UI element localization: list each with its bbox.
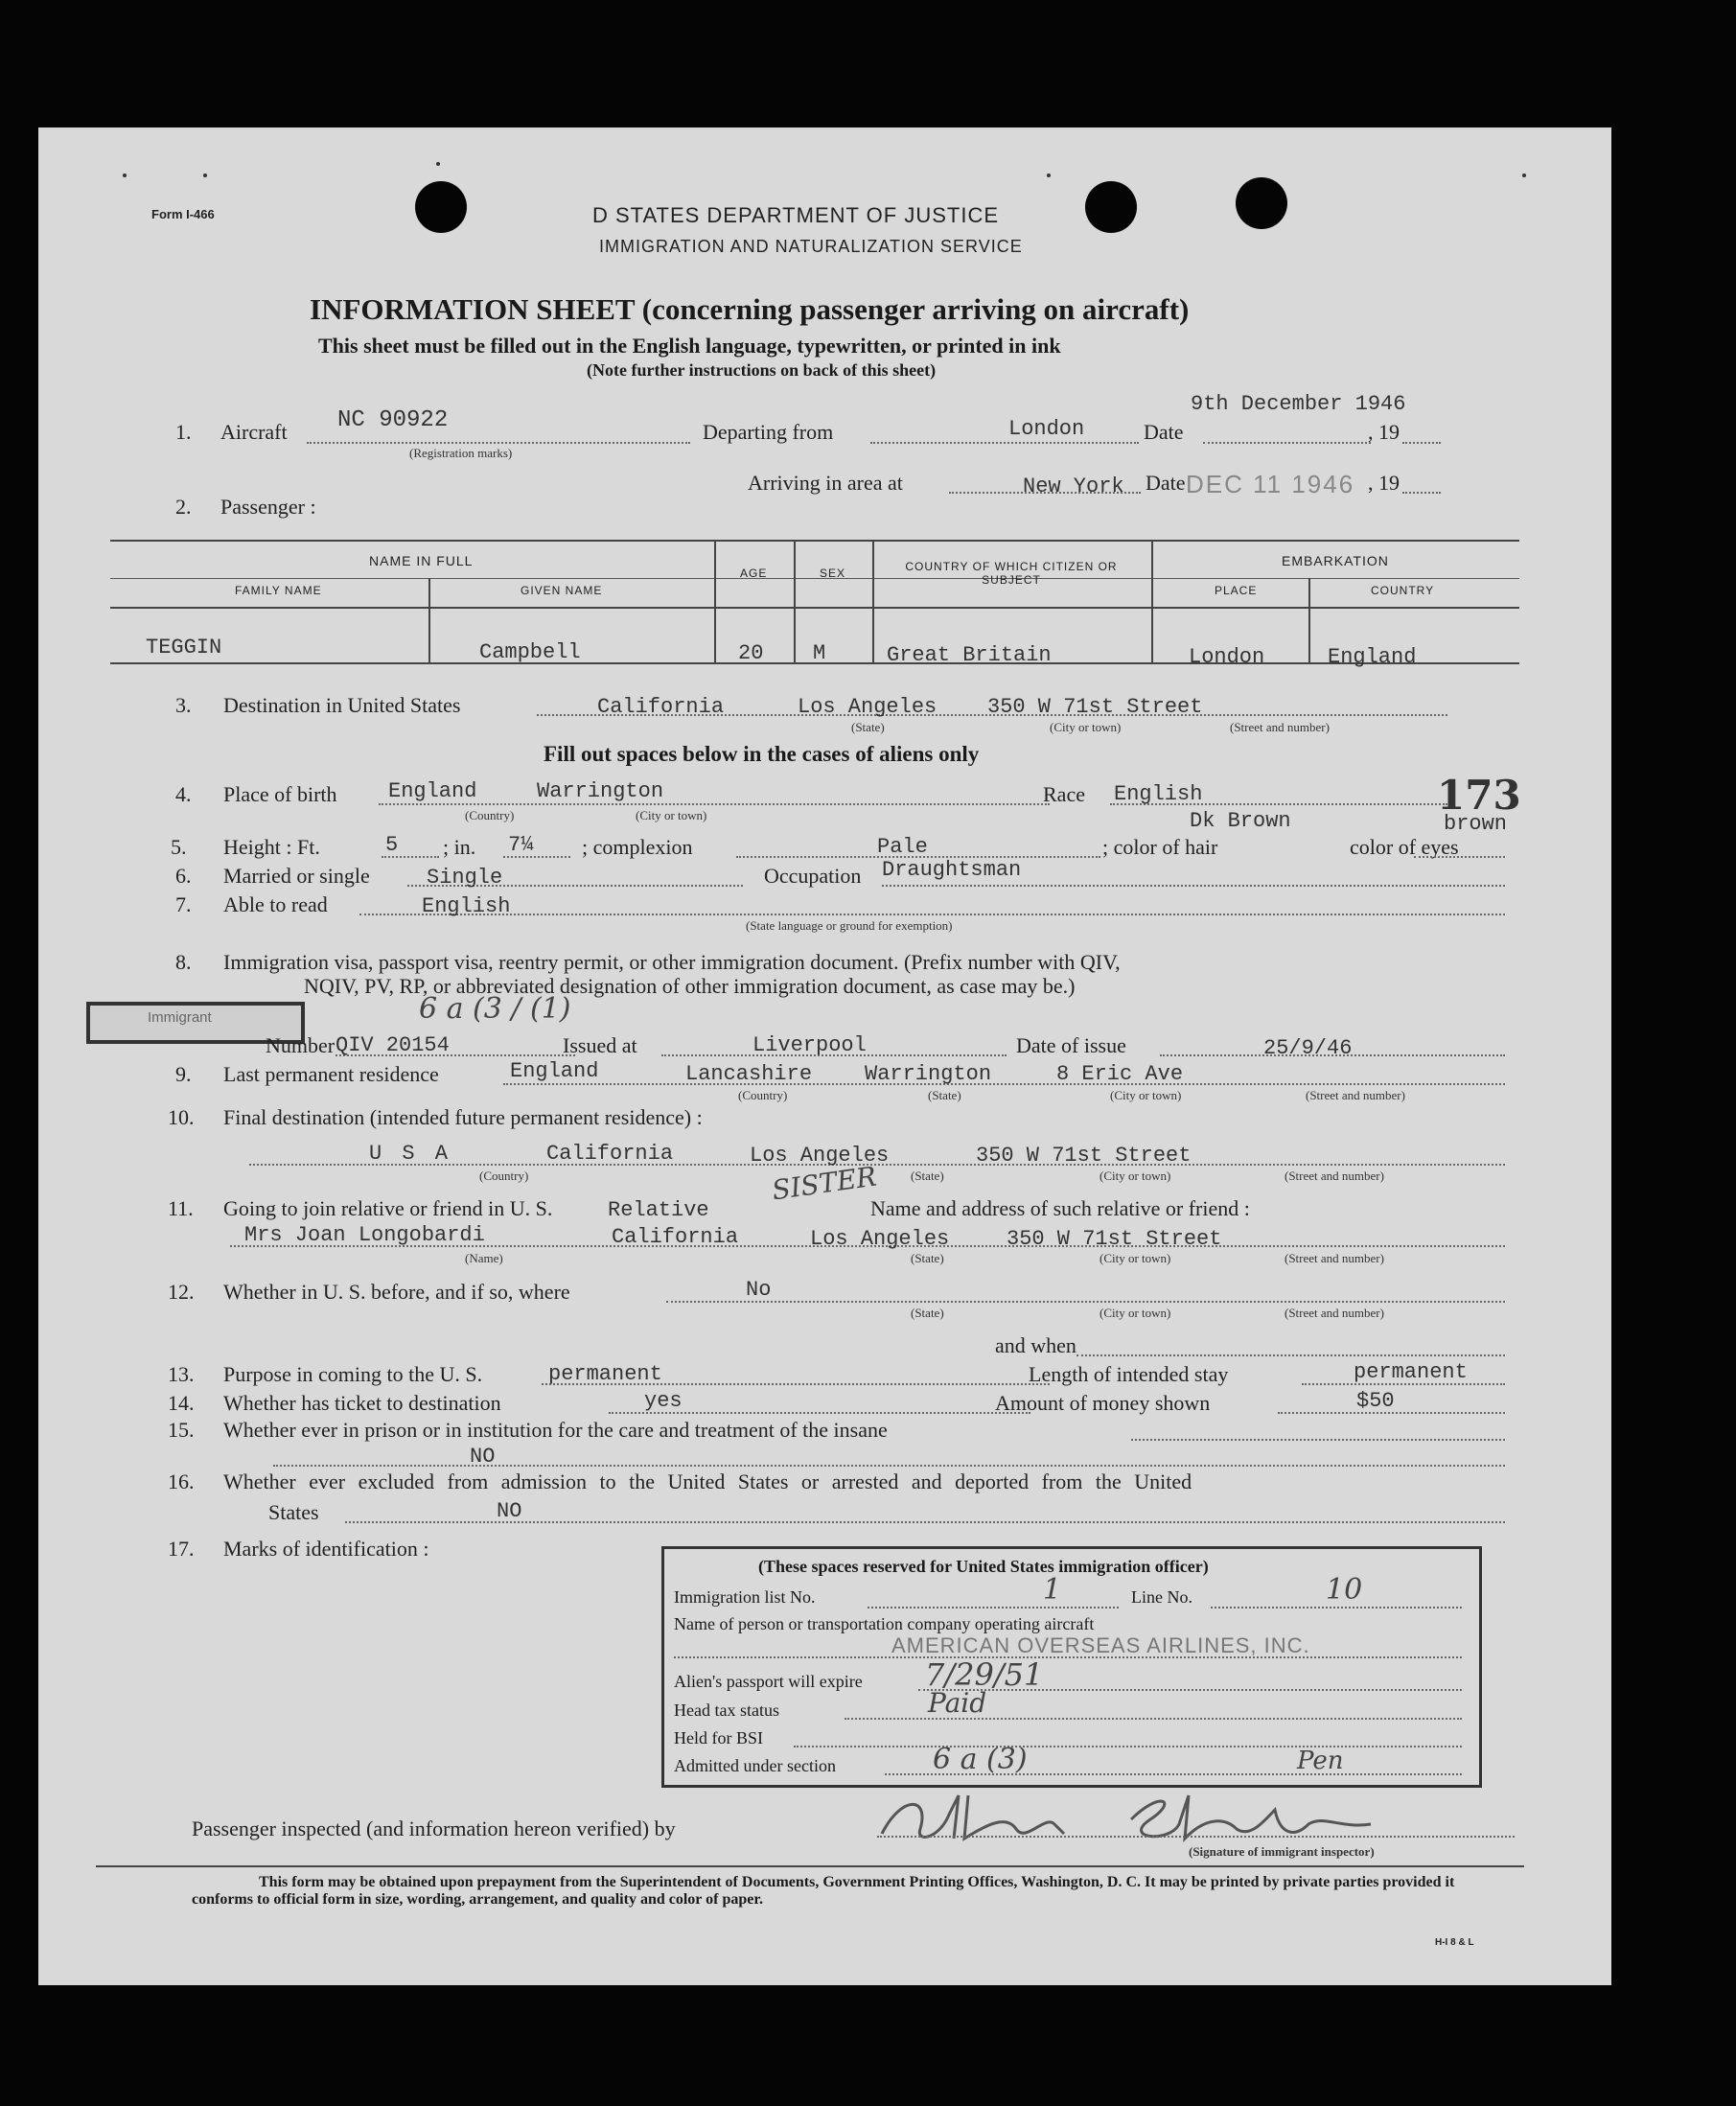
money-value: $50: [1356, 1389, 1395, 1413]
final-street-value: 350 W 71st Street: [976, 1144, 1192, 1168]
visa-handwriting: 6 a (3 / (1): [419, 992, 571, 1026]
speck: [203, 174, 207, 177]
arrival-date-stamp: DEC 11 1946: [1186, 470, 1355, 498]
ticket-label: Whether has ticket to destination: [223, 1391, 501, 1415]
punch-hole: [1236, 177, 1287, 229]
state-caption: (State): [928, 1088, 961, 1102]
embarkation-place-value: London: [1189, 645, 1265, 669]
final-state-value: California: [546, 1142, 674, 1166]
citizenship-value: Great Britain: [887, 643, 1052, 667]
speck: [1522, 174, 1526, 177]
aliens-only-heading: Fill out spaces below in the cases of aliens only: [544, 742, 980, 766]
final-city-value: Los Angeles: [750, 1144, 890, 1168]
footer-note: This form may be obtained upon prepayment from the Superintendent of Documents, Government Printing Offices, Washington, D. C. It may be printed by private parties provided it conforms to official form in size, wording, arrangement, and quality and color of paper.: [192, 1874, 1455, 1908]
state-caption: (State): [911, 1169, 944, 1183]
handwritten-173: 173: [1437, 772, 1521, 819]
country-caption: (Country): [479, 1169, 529, 1183]
length-of-stay-value: permanent: [1354, 1360, 1468, 1384]
item-number: 12.: [168, 1280, 195, 1304]
complexion-value: Pale: [877, 835, 928, 859]
arriving-value: New York: [1023, 474, 1124, 498]
city-caption: (City or town): [1099, 1306, 1171, 1320]
read-label: Able to read: [223, 892, 328, 916]
head-tax-value: Paid: [928, 1687, 987, 1719]
head-tax-label: Head tax status: [674, 1701, 779, 1720]
family-name-value: TEGGIN: [146, 636, 222, 660]
birth-city-value: Warrington: [537, 779, 664, 803]
speck: [123, 174, 127, 177]
line-number-value: 10: [1326, 1573, 1363, 1607]
arrival-date-label: Date: [1146, 471, 1186, 495]
eyes-label: color of eyes: [1350, 835, 1459, 859]
hair-label: ; color of hair: [1102, 835, 1218, 859]
departing-value: London: [1008, 417, 1085, 441]
service-heading: IMMIGRATION AND NATURALIZATION SERVICE: [599, 237, 1023, 256]
visa-instruction-line1: Immigration visa, passport visa, reentry permit, or other immigration document. (Prefix number with QIV,: [223, 950, 1121, 974]
number-label: Number: [266, 1033, 336, 1057]
language-caption: (State language or ground for exemption): [746, 918, 953, 933]
departing-label: Departing from: [703, 420, 834, 444]
ticket-value: yes: [644, 1389, 683, 1413]
occupation-label: Occupation: [764, 864, 862, 888]
country-caption: (Country): [738, 1088, 788, 1102]
item-number: 1.: [175, 420, 192, 444]
purpose-value: permanent: [548, 1362, 662, 1386]
hair-color-value: Dk Brown: [1190, 809, 1291, 833]
embarkation-country-value: England: [1328, 645, 1417, 669]
department-heading: D STATES DEPARTMENT OF JUSTICE: [592, 203, 1000, 227]
money-label: Amount of money shown: [995, 1391, 1211, 1415]
street-caption: (Street and number): [1306, 1088, 1405, 1102]
speck: [1047, 174, 1051, 177]
item-number: 16.: [168, 1470, 195, 1493]
read-language-value: English: [422, 894, 511, 918]
height-feet-value: 5: [385, 833, 399, 857]
officer-reserved-box: [661, 1546, 1482, 1788]
prison-value: NO: [470, 1445, 496, 1469]
given-name-value: Campbell: [479, 640, 581, 664]
final-country-value: U S A: [369, 1142, 452, 1166]
name-in-full-header: NAME IN FULL: [369, 553, 474, 568]
information-sheet: [38, 127, 1611, 1985]
speck: [436, 162, 440, 166]
embarkation-header: EMBARKATION: [1282, 553, 1389, 568]
citizenship-header: COUNTRY OF WHICH CITIZEN OR SUBJECT: [905, 560, 1118, 587]
prison-label: Whether ever in prison or in institution for the care and treatment of the insane: [223, 1418, 888, 1442]
city-caption: (City or town): [1050, 720, 1122, 734]
in-us-before-value: No: [746, 1278, 772, 1302]
marital-value: Single: [427, 866, 503, 890]
excluded-label-line1: Whether ever excluded from admission to the United States or arrested and deported from the United: [223, 1470, 1192, 1493]
destination-label: Destination in United States: [223, 693, 461, 717]
given-name-header: GIVEN NAME: [521, 584, 603, 597]
immigration-list-value: 1: [1043, 1573, 1062, 1607]
line-number-label: Line No.: [1131, 1587, 1192, 1607]
height-label: Height : Ft.: [223, 835, 320, 859]
inspected-by-label: Passenger inspected (and information hereon verified) by: [192, 1817, 676, 1840]
punch-hole: [415, 181, 467, 233]
departure-date-value: 9th December 1946: [1191, 392, 1406, 416]
join-relative-label: Going to join relative or friend in U. S.: [223, 1196, 553, 1220]
handwritten-sister: SISTER: [770, 1160, 879, 1207]
issued-at-value: Liverpool: [752, 1033, 867, 1057]
relative-value: Relative: [608, 1198, 709, 1222]
city-caption: (City or town): [1099, 1169, 1171, 1183]
state-caption: (State): [911, 1306, 944, 1320]
page-note: (Note further instructions on back of this sheet): [587, 360, 937, 380]
age-header: AGE: [740, 567, 768, 580]
passport-expire-label: Alien's passport will expire: [674, 1672, 863, 1691]
immigration-list-label: Immigration list No.: [674, 1587, 816, 1607]
item-number: 3.: [175, 693, 192, 717]
page-title: INFORMATION SHEET (concerning passenger arriving on aircraft): [310, 292, 1190, 326]
state-caption: (State): [911, 1251, 944, 1265]
country-header: COUNTRY: [1371, 584, 1435, 597]
registration-caption: (Registration marks): [409, 446, 513, 460]
city-caption: (City or town): [1110, 1088, 1182, 1102]
date-label: Date: [1144, 420, 1184, 444]
aircraft-value: NC 90922: [337, 407, 449, 433]
street-caption: (Street and number): [1285, 1306, 1384, 1320]
destination-city-value: Los Angeles: [798, 695, 937, 719]
complexion-label: ; complexion: [582, 835, 693, 859]
date-of-issue-label: Date of issue: [1016, 1033, 1126, 1057]
sex-header: SEX: [820, 567, 846, 580]
place-of-birth-label: Place of birth: [223, 782, 337, 806]
residence-street-value: 8 Eric Ave: [1056, 1062, 1184, 1086]
company-label: Name of person or transportation company operating aircraft: [674, 1614, 1095, 1633]
relative-street-value: 350 W 71st Street: [1007, 1227, 1222, 1251]
purpose-label: Purpose in coming to the U. S.: [223, 1362, 483, 1386]
item-number: 14.: [168, 1391, 195, 1415]
height-inches-value: 7¼: [508, 833, 534, 857]
residence-state-value: Lancashire: [685, 1062, 813, 1086]
relative-state-value: California: [612, 1225, 739, 1249]
admitted-initials: Pen: [1297, 1747, 1344, 1775]
family-name-header: FAMILY NAME: [235, 584, 322, 597]
age-value: 20: [738, 641, 764, 665]
and-when-label: and when: [995, 1333, 1076, 1357]
item-number: 8.: [175, 950, 192, 974]
punch-hole: [1085, 181, 1137, 233]
passenger-label: Passenger :: [220, 495, 316, 519]
admitted-section-value: 6 a (3): [933, 1743, 1028, 1776]
relative-city-value: Los Angeles: [810, 1227, 950, 1251]
page-subtitle: This sheet must be filled out in the English language, typewritten, or printed in ink: [318, 334, 1061, 358]
place-header: PLACE: [1215, 584, 1258, 597]
destination-state-value: California: [597, 695, 725, 719]
country-caption: (Country): [465, 808, 515, 822]
inspector-signature: [872, 1786, 1400, 1853]
year-label: , 19: [1368, 420, 1400, 444]
item-number: 13.: [168, 1362, 195, 1386]
destination-street-value: 350 W 71st Street: [987, 695, 1203, 719]
item-number: 5.: [171, 835, 187, 859]
street-caption: (Street and number): [1285, 1169, 1384, 1183]
race-value: English: [1114, 782, 1203, 806]
item-number: 7.: [175, 892, 192, 916]
marks-label: Marks of identification :: [223, 1537, 429, 1561]
street-caption: (Street and number): [1285, 1251, 1384, 1265]
item-number: 15.: [168, 1418, 195, 1442]
inches-label: ; in.: [443, 835, 476, 859]
sex-value: M: [813, 641, 826, 665]
form-number: Form I-466: [151, 207, 215, 221]
issued-at-label: Issued at: [563, 1033, 637, 1057]
last-residence-label: Last permanent residence: [223, 1062, 439, 1086]
item-number: 6.: [175, 864, 192, 888]
admitted-section-label: Admitted under section: [674, 1756, 836, 1775]
street-caption: (Street and number): [1230, 720, 1330, 734]
item-number: 4.: [175, 782, 192, 806]
visa-number-value: QIV 20154: [336, 1033, 450, 1057]
excluded-label-line2: States: [268, 1500, 319, 1524]
visa-instruction-line2: NQIV, PV, RP, or abbreviated designation of other immigration document, as case may be.): [304, 974, 1076, 998]
length-of-stay-label: Length of intended stay: [1029, 1362, 1229, 1386]
occupation-value: Draughtsman: [882, 858, 1022, 882]
company-stamp: AMERICAN OVERSEAS AIRLINES, INC.: [891, 1633, 1310, 1657]
eye-color-value: brown: [1444, 812, 1508, 836]
item-number: 10.: [168, 1105, 195, 1129]
item-number: 17.: [168, 1537, 195, 1561]
relative-name-address-label: Name and address of such relative or friend :: [870, 1196, 1250, 1220]
immigrant-stamp-text: Immigrant: [148, 1009, 212, 1026]
passport-expire-value: 7/29/51: [925, 1656, 1044, 1693]
residence-city-value: Warrington: [865, 1062, 992, 1086]
name-caption: (Name): [465, 1251, 503, 1265]
excluded-value: NO: [497, 1499, 522, 1523]
item-number: 9.: [175, 1062, 192, 1086]
city-caption: (City or town): [1099, 1251, 1171, 1265]
item-number: 2.: [175, 495, 192, 519]
item-number: 11.: [168, 1196, 194, 1220]
arriving-label: Arriving in area at: [748, 471, 903, 495]
date-of-issue-value: 25/9/46: [1263, 1036, 1353, 1060]
birth-country-value: England: [388, 779, 477, 803]
marital-label: Married or single: [223, 864, 370, 888]
final-destination-label: Final destination (intended future permanent residence) :: [223, 1105, 703, 1129]
relative-name-value: Mrs Joan Longobardi: [244, 1223, 485, 1247]
state-caption: (State): [851, 720, 885, 734]
city-caption: (City or town): [636, 808, 707, 822]
race-label: Race: [1043, 782, 1085, 806]
aircraft-label: Aircraft: [220, 420, 288, 444]
signature-caption: (Signature of immigrant inspector): [1189, 1844, 1375, 1859]
print-code: H-I 8 & L: [1435, 1937, 1474, 1948]
residence-country-value: England: [510, 1059, 599, 1083]
year-label: , 19: [1368, 471, 1400, 495]
in-us-before-label: Whether in U. S. before, and if so, where: [223, 1280, 570, 1304]
held-bsi-label: Held for BSI: [674, 1728, 763, 1747]
reserved-heading: (These spaces reserved for United States immigration officer): [758, 1557, 1209, 1576]
